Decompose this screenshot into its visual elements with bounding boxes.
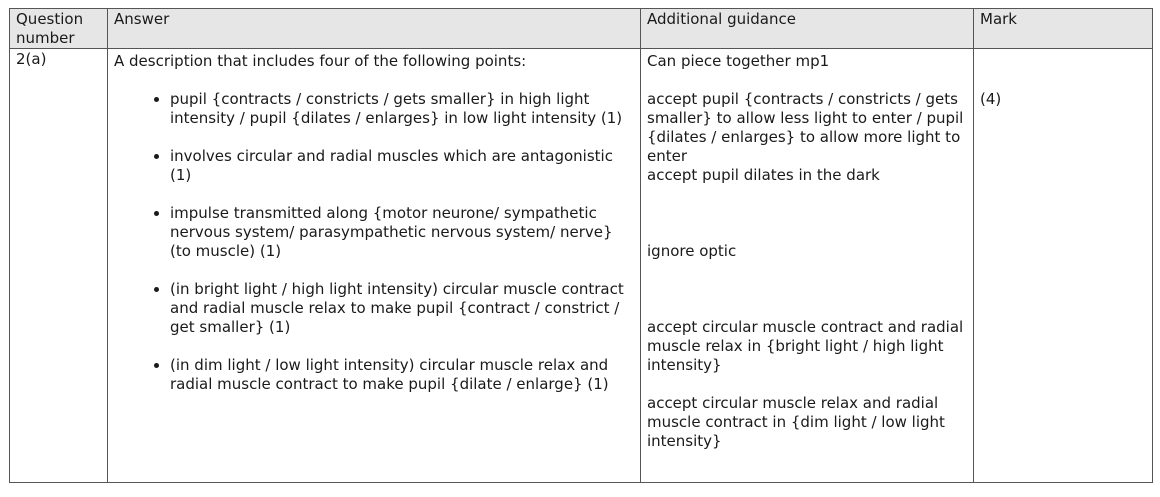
answer-point-3: • impulse transmitted along {motor neurone/ sympathetic nervous system/ parasympathetic nervous system/ nerve} (to muscle) (1) [170, 204, 634, 261]
header-question-number: Question number [10, 9, 108, 49]
mark-value: (4) [980, 90, 1002, 108]
guidance-point-5: accept circular muscle relax and radial muscle contract in {dim light / low light intensity} [647, 394, 945, 450]
mark-cell [974, 49, 1153, 483]
answer-points-list [114, 90, 634, 394]
answer-row [10, 49, 1153, 483]
answer-point-5: • (in dim light / low light intensity) circular muscle relax and radial muscle contract to make pupil {dilate / enlarge} (1) [170, 356, 634, 394]
guidance-point-1-extra: accept pupil dilates in the dark [647, 166, 880, 184]
guidance-point-4: accept circular muscle contract and radial muscle relax in {bright light / high light intensity} [647, 318, 964, 374]
guidance-point-3: ignore optic [647, 242, 737, 260]
header-additional-guidance: Additional guidance [641, 9, 974, 49]
answer-point-4: • (in bright light / high light intensity) circular muscle contract and radial muscle relax to make pupil {contract / constrict / get smaller} (1) [170, 280, 634, 337]
guidance-cell [641, 49, 974, 483]
answer-intro: A description that includes four of the following points: [114, 52, 527, 70]
answer-point-2: • involves circular and radial muscles which are antagonistic (1) [170, 147, 634, 185]
header-mark: Mark [974, 9, 1153, 49]
guidance-mp1-note: Can piece together mp1 [647, 52, 830, 70]
header-answer: Answer [108, 9, 641, 49]
guidance-point-1: accept pupil {contracts / constricts / gets smaller} to allow less light to enter / pupil {dilates / enlarges} to allow more light to enter [647, 90, 964, 165]
answer-cell [108, 49, 641, 483]
header-row [10, 9, 1153, 49]
mark-scheme-table [9, 8, 1153, 483]
question-number: 2(a) [10, 49, 108, 483]
answer-point-1: • pupil {contracts / constricts / gets smaller} in high light intensity / pupil {dilates / enlarges} in low light intensity (1) [170, 90, 634, 128]
